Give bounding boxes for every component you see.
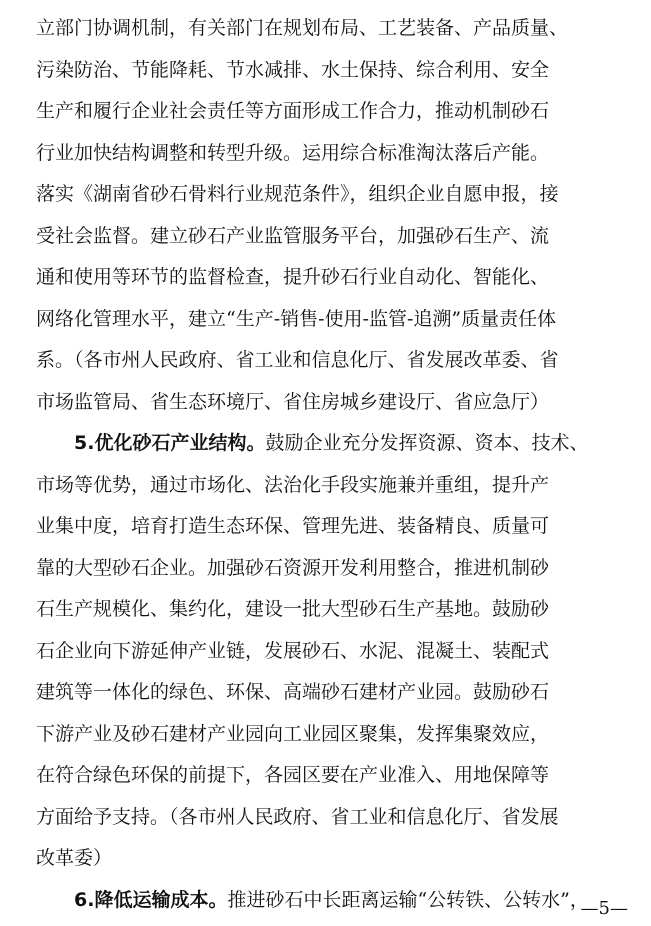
paragraph-line: 立部门协调机制，有关部门在规划布局、工艺装备、产品质量、 — [36, 17, 569, 39]
section-6-first-line-text: 推进砂石中长距离运输“公转铁、公转水”， — [227, 888, 589, 911]
section-5-heading: 5.优化砂石产业结构。 — [74, 432, 266, 454]
paragraph-line: 生产和履行企业社会责任等方面形成工作合力，推动机制砂石 — [36, 100, 550, 122]
paragraph-line: 污染防治、节能降耗、节水减排、水土保持、综合利用、安全 — [36, 58, 550, 81]
section-6-first-line — [74, 880, 589, 920]
paragraph-line: 方面给予支持。（各市州人民政府、省工业和信息化厅、省发展 — [36, 805, 559, 828]
section-5-first-line — [74, 423, 588, 463]
paragraph-line: 落实《湖南省砂石骨料行业规范条件》，组织企业自愿申报，接 — [36, 183, 559, 205]
paragraph-line: 在符合绿色环保的前提下，各园区要在产业准入、用地保障等 — [36, 764, 550, 786]
paragraph-line: 通和使用等环节的监督检查，提升砂石行业自动化、智能化、 — [36, 266, 550, 288]
paragraph-line: 靠的大型砂石企业。加强砂石资源开发利用整合，推进机制砂 — [36, 556, 550, 579]
section-5-first-line-text: 鼓励企业充分发挥资源、资本、技术、 — [265, 432, 589, 454]
paragraph-line: 行业加快结构调整和转型升级。运用综合标准淘汰落后产能。 — [36, 141, 550, 164]
paragraph-line: 市场等优势，通过市场化、法治化手段实施兼并重组，提升产 — [36, 473, 550, 496]
paragraph-line: 下游产业及砂石建材产业园向工业园区聚集，发挥集聚效应， — [36, 722, 550, 745]
paragraph-line: 市场监管局、省生态环境厅、省住房城乡建设厅、省应急厅） — [36, 390, 550, 413]
paragraph-line: 业集中度，培育打造生态环保、管理先进、装备精良、质量可 — [36, 515, 550, 537]
section-6-heading: 6.降低运输成本。 — [74, 888, 228, 911]
paragraph-line: 系。（各市州人民政府、省工业和信息化厅、省发展改革委、省 — [36, 349, 559, 371]
paragraph-line: 改革委） — [36, 847, 113, 869]
paragraph-line: 网络化管理水平，建立“生产-销售-使用-监管-追溯”质量责任体 — [36, 307, 557, 330]
paragraph-line: 石企业向下游延伸产业链，发展砂石、水泥、混凝土、装配式 — [36, 639, 550, 662]
page-number: —5— — [580, 898, 628, 919]
paragraph-line: 石生产规模化、集约化，建设一批大型砂石生产基地。鼓励砂 — [36, 598, 550, 620]
paragraph-line: 受社会监督。建立砂石产业监管服务平台，加强砂石生产、流 — [36, 224, 550, 247]
paragraph-line: 建筑等一体化的绿色、环保、高端砂石建材产业园。鼓励砂石 — [36, 681, 550, 703]
